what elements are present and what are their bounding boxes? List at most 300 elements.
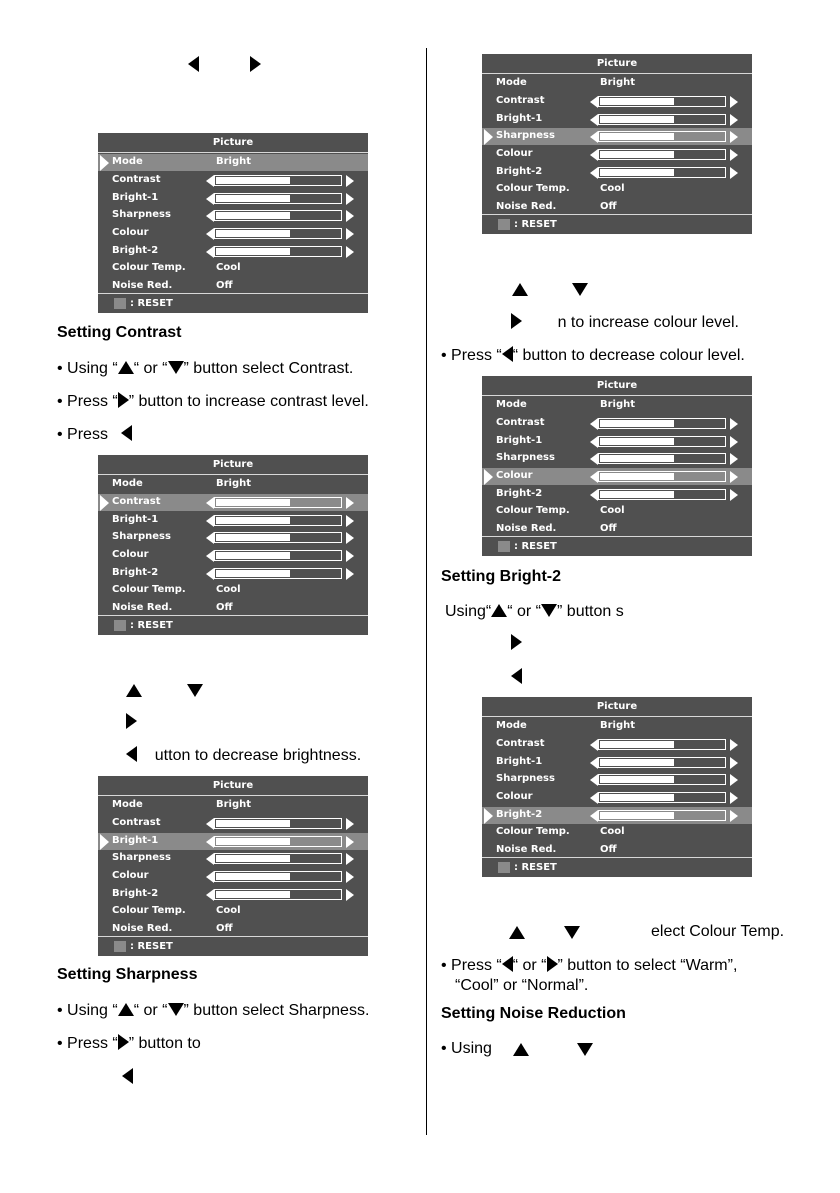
menu-row-colour[interactable] — [98, 547, 368, 564]
contrast-heading: Setting Contrast — [57, 324, 182, 341]
menu-title: Picture — [596, 380, 638, 391]
level-slider[interactable] — [214, 871, 342, 882]
left-arrow-icon — [511, 668, 522, 684]
level-slider[interactable] — [214, 853, 342, 864]
menu-title-divider — [482, 73, 752, 74]
level-slider-fill — [216, 820, 290, 827]
level-slider[interactable] — [214, 532, 342, 543]
bar-left-arrow-icon[interactable] — [206, 836, 214, 848]
menu-title: Picture — [212, 780, 254, 791]
bar-right-arrow-icon[interactable] — [346, 871, 354, 883]
bar-right-arrow-icon[interactable] — [730, 149, 738, 161]
menu-row-label: Bright-2 — [112, 567, 159, 578]
menu-row-value: Bright — [216, 799, 252, 810]
bar-right-arrow-icon[interactable] — [346, 246, 354, 258]
level-slider[interactable] — [598, 167, 726, 178]
bright2-instruction-select: Using“ “ or “ ” button s — [445, 603, 624, 620]
left-arrow-icon — [188, 56, 199, 72]
bar-right-arrow-icon[interactable] — [346, 497, 354, 509]
level-slider-fill — [216, 570, 290, 577]
menu-row-bright-2[interactable] — [482, 807, 752, 824]
menu-row-mode[interactable] — [98, 797, 368, 814]
bar-left-arrow-icon[interactable] — [590, 774, 598, 786]
bar-right-arrow-icon[interactable] — [346, 568, 354, 580]
menu-row-colour[interactable] — [98, 225, 368, 242]
menu-row-colour[interactable] — [482, 789, 752, 806]
menu-row-label: Mode — [112, 478, 143, 489]
menu-row-colour-temp[interactable] — [98, 903, 368, 920]
reset-key-icon — [498, 862, 510, 873]
up-arrow-icon — [512, 283, 528, 296]
level-slider[interactable] — [214, 836, 342, 847]
bright1-instruction-decrease: utton to decrease brightness. — [126, 746, 361, 766]
menu-row-value: Cool — [600, 183, 625, 194]
bar-left-arrow-icon[interactable] — [590, 739, 598, 751]
menu-footer-divider — [98, 936, 368, 937]
bar-left-arrow-icon[interactable] — [206, 568, 214, 580]
menu-row-label: Bright-2 — [496, 809, 543, 820]
bar-left-arrow-icon[interactable] — [206, 497, 214, 509]
menu-row-value: Bright — [216, 478, 252, 489]
menu-row-label: Bright-1 — [112, 835, 159, 846]
level-slider[interactable] — [598, 114, 726, 125]
level-slider[interactable] — [214, 246, 342, 257]
menu-row-value: Off — [216, 602, 233, 613]
menu-row-label: Bright-1 — [112, 192, 159, 203]
menu-row-sharpness[interactable] — [98, 850, 368, 867]
level-slider-fill — [216, 873, 290, 880]
level-slider[interactable] — [598, 131, 726, 142]
level-slider-fill — [600, 116, 674, 123]
bar-right-arrow-icon[interactable] — [346, 210, 354, 222]
menu-row-value: Bright — [600, 399, 636, 410]
menu-row-label: Bright-1 — [112, 514, 159, 525]
bar-left-arrow-icon[interactable] — [206, 853, 214, 865]
menu-row-label: Colour — [112, 227, 149, 238]
bar-left-arrow-icon[interactable] — [206, 871, 214, 883]
selection-pointer-icon — [100, 495, 109, 511]
down-arrow-icon — [187, 684, 203, 697]
bar-left-arrow-icon[interactable] — [590, 792, 598, 804]
right-arrow-icon — [250, 56, 261, 72]
left-arrow-icon — [121, 425, 132, 441]
bar-left-arrow-icon[interactable] — [590, 167, 598, 179]
sharpness-instruction-increase: • Press “ ” button to — [57, 1035, 201, 1052]
menu-row-label: Colour Temp. — [496, 505, 570, 516]
bar-right-arrow-icon[interactable] — [346, 532, 354, 544]
menu-title: Picture — [596, 58, 638, 69]
menu-row-bright-1[interactable] — [98, 833, 368, 850]
reset-key-icon — [498, 219, 510, 230]
menu-row-colour-temp[interactable] — [482, 824, 752, 841]
level-slider-fill — [216, 552, 290, 559]
menu-row-contrast[interactable] — [482, 415, 752, 432]
bar-right-arrow-icon[interactable] — [346, 228, 354, 240]
level-slider-fill — [216, 855, 290, 862]
menu-row-contrast[interactable] — [98, 815, 368, 832]
level-slider[interactable] — [214, 193, 342, 204]
reset-label: : RESET — [130, 941, 173, 952]
menu-title-divider — [482, 395, 752, 396]
down-arrow-icon — [564, 926, 580, 939]
level-slider-fill — [600, 776, 674, 783]
menu-row-sharpness[interactable] — [98, 207, 368, 224]
menu-row-label: Mode — [112, 156, 143, 167]
bar-right-arrow-icon[interactable] — [730, 757, 738, 769]
menu-row-contrast[interactable] — [98, 172, 368, 189]
colour-temp-instruction-select: elect Colour Temp. — [651, 923, 785, 940]
menu-row-bright-1[interactable] — [482, 433, 752, 450]
menu-row-value: Cool — [216, 905, 241, 916]
level-slider[interactable] — [598, 418, 726, 429]
level-slider-fill — [216, 177, 290, 184]
level-slider[interactable] — [214, 175, 342, 186]
level-slider[interactable] — [598, 757, 726, 768]
menu-row-value: Off — [600, 523, 617, 534]
menu-row-value: Cool — [600, 505, 625, 516]
level-slider[interactable] — [598, 739, 726, 750]
menu-row-bright-1[interactable] — [98, 190, 368, 207]
picture-menu-6 — [482, 697, 752, 877]
menu-row-bright-2[interactable] — [98, 243, 368, 260]
colour-temp-instruction-options-2: “Cool” or “Normal”. — [455, 977, 589, 994]
contrast-instruction-decrease: • Press — [57, 425, 132, 445]
menu-row-label: Colour — [112, 870, 149, 881]
bar-right-arrow-icon[interactable] — [346, 853, 354, 865]
menu-row-label: Noise Red. — [112, 280, 173, 291]
menu-row-label: Colour Temp. — [112, 262, 186, 273]
bar-right-arrow-icon[interactable] — [730, 739, 738, 751]
level-slider-fill — [216, 499, 290, 506]
bar-right-arrow-icon[interactable] — [346, 550, 354, 562]
menu-row-label: Colour — [496, 791, 533, 802]
menu-row-value: Cool — [216, 584, 241, 595]
menu-row-label: Sharpness — [112, 531, 171, 542]
up-arrow-icon — [118, 1003, 134, 1016]
bar-right-arrow-icon[interactable] — [730, 774, 738, 786]
menu-row-colour[interactable] — [98, 868, 368, 885]
level-slider-fill — [600, 455, 674, 462]
menu-row-value: Off — [600, 201, 617, 212]
menu-row-mode[interactable] — [482, 397, 752, 414]
level-slider-fill — [600, 473, 674, 480]
level-slider[interactable] — [598, 436, 726, 447]
bar-left-arrow-icon[interactable] — [590, 489, 598, 501]
bar-right-arrow-icon[interactable] — [730, 489, 738, 501]
bar-left-arrow-icon[interactable] — [590, 810, 598, 822]
menu-row-mode[interactable] — [98, 154, 368, 171]
level-slider-fill — [216, 891, 290, 898]
contrast-instruction-increase: • Press “ ” button to increase contrast level. — [57, 393, 369, 410]
bar-left-arrow-icon[interactable] — [590, 131, 598, 143]
sharpness-heading: Setting Sharpness — [57, 966, 198, 983]
level-slider-fill — [600, 169, 674, 176]
bar-left-arrow-icon[interactable] — [590, 418, 598, 430]
menu-row-colour[interactable] — [482, 146, 752, 163]
level-slider[interactable] — [598, 774, 726, 785]
bar-right-arrow-icon[interactable] — [730, 436, 738, 448]
colour-temp-instruction-options: • Press “ “ or “ ” button to select “Warm”, — [441, 957, 738, 974]
level-slider-fill — [600, 812, 674, 819]
menu-row-label: Bright-2 — [112, 888, 159, 899]
menu-row-colour-temp[interactable] — [482, 503, 752, 520]
up-arrow-icon — [491, 604, 507, 617]
bar-left-arrow-icon[interactable] — [206, 246, 214, 258]
menu-row-label: Bright-1 — [496, 756, 543, 767]
bar-right-arrow-icon[interactable] — [730, 114, 738, 126]
menu-title: Picture — [212, 137, 254, 148]
menu-row-bright-2[interactable] — [98, 886, 368, 903]
menu-row-colour[interactable] — [482, 468, 752, 485]
menu-row-label: Contrast — [112, 174, 161, 185]
selection-pointer-icon — [100, 834, 109, 850]
bar-left-arrow-icon[interactable] — [206, 550, 214, 562]
menu-row-label: Bright-2 — [112, 245, 159, 256]
menu-row-bright-1[interactable] — [482, 754, 752, 771]
reset-label: : RESET — [514, 219, 557, 230]
menu-row-label: Noise Red. — [496, 844, 557, 855]
level-slider-fill — [600, 438, 674, 445]
left-arrow-icon — [502, 956, 513, 972]
level-slider[interactable] — [214, 228, 342, 239]
menu-row-value: Cool — [216, 262, 241, 273]
selection-pointer-icon — [100, 155, 109, 171]
column-divider — [426, 48, 427, 1135]
bar-right-arrow-icon[interactable] — [346, 175, 354, 187]
bar-right-arrow-icon[interactable] — [346, 889, 354, 901]
bar-left-arrow-icon[interactable] — [206, 515, 214, 527]
right-arrow-icon — [547, 956, 558, 972]
reset-key-icon — [114, 298, 126, 309]
reset-label: : RESET — [130, 620, 173, 631]
level-slider[interactable] — [598, 489, 726, 500]
right-arrow-icon — [118, 392, 129, 408]
right-arrow-icon — [511, 313, 522, 329]
menu-row-label: Contrast — [496, 417, 545, 428]
bar-left-arrow-icon[interactable] — [590, 114, 598, 126]
level-slider[interactable] — [214, 497, 342, 508]
menu-row-label: Noise Red. — [112, 923, 173, 934]
menu-title: Picture — [212, 459, 254, 470]
menu-row-label: Noise Red. — [496, 201, 557, 212]
menu-row-label: Mode — [496, 399, 527, 410]
menu-row-mode[interactable] — [98, 476, 368, 493]
level-slider[interactable] — [214, 515, 342, 526]
menu-footer-divider — [482, 536, 752, 537]
level-slider-fill — [216, 230, 290, 237]
level-slider[interactable] — [598, 453, 726, 464]
left-arrow-icon — [126, 746, 137, 762]
menu-row-bright-1[interactable] — [98, 512, 368, 529]
menu-row-label: Mode — [496, 720, 527, 731]
level-slider-fill — [216, 195, 290, 202]
menu-row-value: Off — [600, 844, 617, 855]
menu-row-label: Mode — [496, 77, 527, 88]
up-arrow-icon — [509, 926, 525, 939]
picture-menu-2 — [98, 455, 368, 635]
up-arrow-icon — [513, 1043, 529, 1056]
picture-menu-1 — [98, 133, 368, 313]
bar-right-arrow-icon[interactable] — [730, 167, 738, 179]
menu-row-mode[interactable] — [482, 75, 752, 92]
level-slider[interactable] — [598, 471, 726, 482]
menu-row-mode[interactable] — [482, 718, 752, 735]
bar-left-arrow-icon[interactable] — [206, 532, 214, 544]
reset-key-icon — [114, 620, 126, 631]
contrast-instruction-select: • Using “ “ or “ ” button select Contrast. — [57, 360, 354, 377]
menu-row-label: Contrast — [496, 95, 545, 106]
level-slider-fill — [216, 534, 290, 541]
down-arrow-icon — [541, 604, 557, 617]
bar-right-arrow-icon[interactable] — [730, 810, 738, 822]
selection-pointer-icon — [484, 469, 493, 485]
menu-row-contrast[interactable] — [482, 93, 752, 110]
menu-row-contrast[interactable] — [98, 494, 368, 511]
selection-pointer-icon — [484, 129, 493, 145]
level-slider[interactable] — [598, 792, 726, 803]
menu-row-bright-2[interactable] — [98, 565, 368, 582]
menu-row-label: Mode — [112, 799, 143, 810]
menu-row-bright-2[interactable] — [482, 164, 752, 181]
bar-left-arrow-icon[interactable] — [206, 210, 214, 222]
bar-right-arrow-icon[interactable] — [730, 418, 738, 430]
bar-left-arrow-icon[interactable] — [206, 889, 214, 901]
bar-right-arrow-icon[interactable] — [730, 96, 738, 108]
menu-row-label: Colour Temp. — [496, 183, 570, 194]
noise-reduction-heading: Setting Noise Reduction — [441, 1005, 626, 1022]
menu-row-bright-2[interactable] — [482, 486, 752, 503]
bar-right-arrow-icon[interactable] — [730, 453, 738, 465]
menu-row-sharpness[interactable] — [482, 771, 752, 788]
right-arrow-icon — [118, 1034, 129, 1050]
menu-title-divider — [482, 716, 752, 717]
level-slider[interactable] — [214, 568, 342, 579]
menu-row-sharpness[interactable] — [482, 128, 752, 145]
menu-footer-divider — [482, 857, 752, 858]
level-slider[interactable] — [598, 810, 726, 821]
right-arrow-icon — [511, 634, 522, 650]
menu-row-value: Cool — [600, 826, 625, 837]
picture-menu-5 — [482, 376, 752, 556]
level-slider[interactable] — [598, 149, 726, 160]
bar-left-arrow-icon[interactable] — [590, 96, 598, 108]
menu-title-divider — [98, 152, 368, 153]
level-slider-fill — [216, 212, 290, 219]
down-arrow-icon — [168, 1003, 184, 1016]
menu-row-label: Sharpness — [112, 209, 171, 220]
picture-menu-4 — [482, 54, 752, 234]
level-slider[interactable] — [214, 818, 342, 829]
up-arrow-icon — [118, 361, 134, 374]
bar-right-arrow-icon[interactable] — [730, 471, 738, 483]
menu-row-contrast[interactable] — [482, 736, 752, 753]
right-arrow-icon — [126, 713, 137, 729]
level-slider-fill — [600, 794, 674, 801]
menu-title-divider — [98, 795, 368, 796]
level-slider[interactable] — [598, 96, 726, 107]
colour-instruction-decrease: • Press “ “ button to decrease colour level. — [441, 347, 745, 364]
bar-right-arrow-icon[interactable] — [346, 515, 354, 527]
down-arrow-icon — [168, 361, 184, 374]
menu-title: Picture — [596, 701, 638, 712]
menu-row-label: Sharpness — [496, 130, 555, 141]
level-slider[interactable] — [214, 210, 342, 221]
menu-row-label: Colour Temp. — [112, 584, 186, 595]
bar-right-arrow-icon[interactable] — [346, 836, 354, 848]
menu-row-label: Bright-2 — [496, 488, 543, 499]
menu-footer-divider — [98, 293, 368, 294]
reset-key-icon — [114, 941, 126, 952]
bar-left-arrow-icon[interactable] — [206, 193, 214, 205]
level-slider-fill — [600, 491, 674, 498]
menu-row-label: Colour Temp. — [496, 826, 570, 837]
bar-left-arrow-icon[interactable] — [590, 149, 598, 161]
menu-footer-divider — [482, 214, 752, 215]
bar-left-arrow-icon[interactable] — [206, 228, 214, 240]
menu-row-label: Contrast — [112, 817, 161, 828]
menu-row-sharpness[interactable] — [98, 529, 368, 546]
menu-row-bright-1[interactable] — [482, 111, 752, 128]
bar-left-arrow-icon[interactable] — [206, 175, 214, 187]
level-slider-fill — [600, 420, 674, 427]
menu-row-label: Noise Red. — [496, 523, 557, 534]
level-slider-fill — [600, 151, 674, 158]
bar-right-arrow-icon[interactable] — [346, 818, 354, 830]
level-slider-fill — [600, 741, 674, 748]
menu-row-label: Noise Red. — [112, 602, 173, 613]
reset-label: : RESET — [514, 541, 557, 552]
bar-left-arrow-icon[interactable] — [206, 818, 214, 830]
menu-row-value: Off — [216, 923, 233, 934]
sharpness-instruction-select: • Using “ “ or “ ” button select Sharpness. — [57, 1002, 370, 1019]
menu-row-value: Bright — [600, 720, 636, 731]
bar-right-arrow-icon[interactable] — [346, 193, 354, 205]
bright2-heading: Setting Bright-2 — [441, 568, 561, 585]
reset-key-icon — [498, 541, 510, 552]
menu-row-value: Bright — [216, 156, 252, 167]
reset-label: : RESET — [514, 862, 557, 873]
menu-row-colour-temp[interactable] — [482, 181, 752, 198]
picture-menu-3 — [98, 776, 368, 956]
up-arrow-icon — [126, 684, 142, 697]
level-slider-fill — [600, 133, 674, 140]
bar-left-arrow-icon[interactable] — [590, 471, 598, 483]
colour-instruction-increase: n to increase colour level. — [511, 313, 739, 333]
bar-left-arrow-icon[interactable] — [590, 453, 598, 465]
level-slider[interactable] — [214, 550, 342, 561]
bar-right-arrow-icon[interactable] — [730, 131, 738, 143]
menu-title-divider — [98, 474, 368, 475]
selection-pointer-icon — [484, 808, 493, 824]
menu-row-colour-temp[interactable] — [98, 260, 368, 277]
level-slider-fill — [600, 98, 674, 105]
level-slider-fill — [600, 759, 674, 766]
menu-row-label: Sharpness — [112, 852, 171, 863]
level-slider[interactable] — [214, 889, 342, 900]
menu-row-colour-temp[interactable] — [98, 582, 368, 599]
left-arrow-icon — [122, 1068, 133, 1084]
bar-left-arrow-icon[interactable] — [590, 436, 598, 448]
left-arrow-icon — [502, 346, 513, 362]
level-slider-fill — [216, 838, 290, 845]
level-slider-fill — [216, 248, 290, 255]
bar-left-arrow-icon[interactable] — [590, 757, 598, 769]
menu-row-sharpness[interactable] — [482, 450, 752, 467]
menu-row-value: Off — [216, 280, 233, 291]
bar-right-arrow-icon[interactable] — [730, 792, 738, 804]
menu-row-label: Bright-1 — [496, 113, 543, 124]
menu-row-label: Colour — [112, 549, 149, 560]
